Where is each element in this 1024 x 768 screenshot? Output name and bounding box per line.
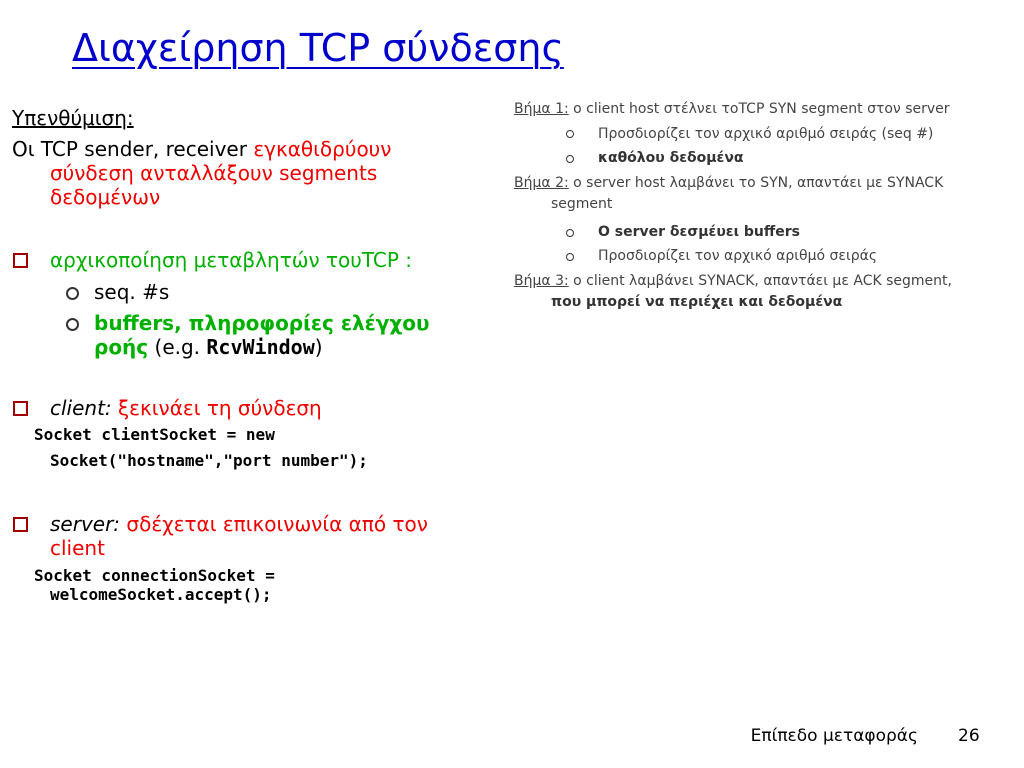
bullet-ring-icon — [566, 155, 574, 163]
rcvwindow-code: RcvWindow — [206, 335, 315, 359]
step3 — [514, 272, 952, 291]
bullet-ring-icon — [66, 318, 79, 331]
server-desc: σδέχεται επικοινωνία από τον — [120, 512, 428, 536]
bullet-ring-icon — [566, 253, 574, 261]
close-paren: ) — [314, 335, 323, 359]
sub-seq: seq. #s — [94, 280, 170, 304]
step2-label: Βήμα 2: — [514, 175, 569, 191]
bullet-square-icon — [13, 517, 28, 532]
client-word: client: — [50, 396, 112, 420]
step3-label: Βήμα 3: — [514, 273, 569, 289]
step2-sub2: Προσδιορίζει τον αρχικό αριθμό σειράς — [598, 248, 878, 264]
intro-line-1 — [12, 137, 391, 161]
step1-label: Βήμα 1: — [514, 101, 569, 117]
step3-text: ο client λαμβάνει SYNACK, απαντάει με ACK segment, — [568, 273, 952, 289]
intro-line-3: δεδομένων — [50, 185, 161, 209]
slide-title: Διαχείρηση TCP σύνδεσης — [72, 26, 564, 70]
step2 — [514, 174, 943, 193]
bullet-server — [50, 512, 428, 536]
step1 — [514, 100, 950, 119]
intro-text: Οι TCP sender, receiver — [12, 137, 254, 161]
code-server-line2: welcomeSocket.accept(); — [50, 585, 272, 604]
step2-sub1: Ο server δεσμέυει buffers — [598, 224, 800, 240]
intro-line-2: σύνδεση ανταλλάξουν segments — [50, 161, 378, 185]
eg-text: (e.g. — [148, 335, 207, 359]
bullet-client — [50, 396, 322, 420]
code-client-line1: Socket clientSocket = new — [34, 425, 275, 444]
bullet-square-icon — [13, 253, 28, 268]
step2-line2: segment — [551, 196, 613, 212]
bullet-server-line2: client — [50, 536, 105, 560]
flow-word: ροής — [94, 335, 149, 359]
code-server-line1: Socket connectionSocket = — [34, 566, 275, 585]
intro-highlight: εγκαθιδρύουν — [253, 137, 392, 161]
bullet-ring-icon — [66, 287, 79, 300]
bullet-init-variables: αρχικοποίηση μεταβλητών τουTCP : — [50, 248, 413, 272]
bullet-ring-icon — [566, 229, 574, 237]
step2-text: ο server host λαμβάνει το SYN, απαντάει με SYNACK — [568, 175, 944, 191]
step1-sub2: καθόλου δεδομένα — [598, 150, 744, 166]
sub-buffers-line2 — [94, 335, 323, 359]
bullet-square-icon — [13, 401, 28, 416]
step1-sub1: Προσδιορίζει τον αρχικό αριθμό σειράς (seq #) — [598, 126, 934, 142]
step3-line2: που μπορεί να περιέχει και δεδομένα — [551, 294, 843, 310]
bullet-ring-icon — [566, 130, 574, 138]
code-client-line2: Socket("hostname","port number"); — [50, 451, 368, 470]
step1-text: ο client host στέλνει τοTCP SYN segment στον server — [568, 101, 950, 117]
page-number: 26 — [958, 726, 980, 746]
footer-label: Επίπεδο μεταφοράς — [750, 726, 918, 746]
server-word: server: — [50, 512, 121, 536]
client-desc: ξεκινάει τη σύνδεση — [111, 396, 322, 420]
reminder-heading: Υπενθύμιση: — [12, 106, 134, 130]
sub-buffers-line1: buffers, πληροφορίες ελέγχου — [94, 311, 430, 335]
